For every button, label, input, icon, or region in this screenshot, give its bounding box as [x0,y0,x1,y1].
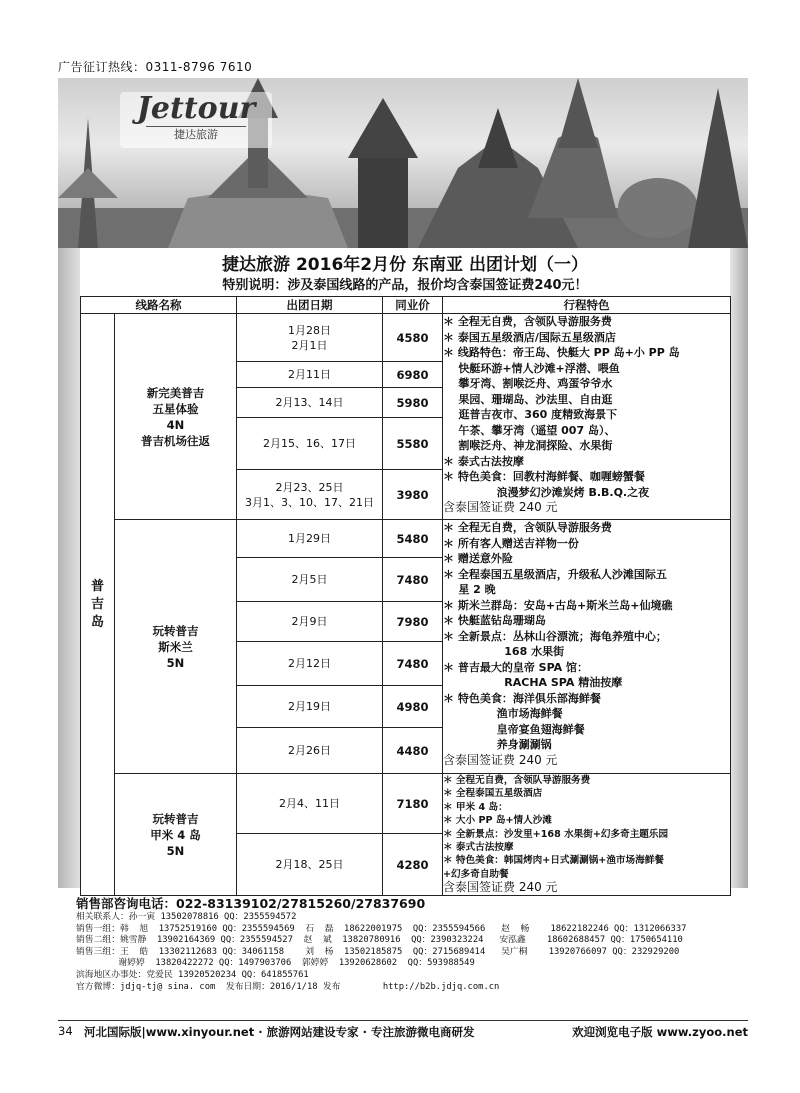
visa-fee-note: 含泰国签证费 240 元 [443,500,558,514]
route-name-line: 4N [166,417,185,432]
route-name-line: 玩转普吉 [152,811,199,826]
feature-line: 星 2 晚 [443,583,496,596]
feature-line: ＊ 全程无自费，含领队导游服务费 [443,521,612,534]
route-name-line: 5N [166,655,185,670]
header-banner [58,78,748,248]
departure-dates [237,470,383,520]
feature-line: 168 水果街 [443,645,565,658]
island-char: 普 [90,578,104,594]
feature-line: ＊ 线路特色：帝王岛、快艇大 PP 岛+小 PP 岛 [443,346,680,359]
date-line: 2月1日 [291,338,328,352]
island-cell [81,314,115,896]
features-cell [443,314,731,520]
sales-group-row: 销售三组：王 皓 13302112683 QQ：34061158 刘 杨 13502185875 QQ：2715689414 吴广桐 13920766097 QQ：232929200 [76,946,680,957]
island-char: 吉 [90,596,104,612]
col-price: 同业价 [383,297,443,314]
special-notice: 特别说明：涉及泰国线路的产品，报价均含泰国签证费240元！ [222,278,588,293]
route-name-cell [115,520,237,774]
feature-line: ＊ 全程无自费，含领队导游服务费 [443,775,591,786]
col-route-name: 线路名称 [81,297,237,314]
island-char: 岛 [90,614,104,630]
weibo-and-publish-date: 官方微博：jdjq-tj@ sina. com 发布日期：2016/1/18 发布 http://b2b.jdjq.com.cn [76,981,500,992]
table-row [81,314,731,362]
departure-dates: 2月9日 [237,602,383,642]
departure-dates: 2月5日 [237,558,383,602]
contact-person: 相关联系人：孙一寅 13502078816 QQ：2355594572 [76,912,297,922]
price-cell: 4280 [383,834,443,896]
feature-line: ＊ 泰国五星级酒店/国际五星级酒店 [443,330,616,344]
route-name-line: 普吉机场往返 [141,433,210,448]
departure-dates: 2月26日 [237,728,383,774]
price-cell: 7180 [383,774,443,834]
footer-site-info: 河北国际版|www.xinyour.net · 旅游网站建设专家 · 专注旅游微电商研发 [84,1025,475,1039]
feature-line: ＊ 特色美食：回教村海鲜餐、咖喱螃蟹餐 [443,470,645,483]
feature-line: 攀牙湾、割喉泛舟、鸡蛋爷爷水 [443,377,613,390]
table-row [81,774,731,834]
tour-plan-panel [80,248,730,895]
departure-dates: 2月11日 [237,362,383,388]
decorative-strip-right [730,248,748,888]
logo-brand: Jettour [136,91,256,126]
features-cell [443,774,731,896]
table-header-row [81,297,731,314]
feature-line: ＊ 全程泰国五星级酒店，升级私人沙滩国际五 [443,567,667,581]
feature-line: ＊ 特色美食：韩国烤肉+日式涮涮锅+渔市场海鲜餐 [443,855,664,867]
feature-line: 午茶、攀牙湾（遥望 007 岛）、 [443,423,616,437]
feature-line: ＊ 泰式古法按摩 [443,842,514,854]
price-cell: 3980 [383,470,443,520]
feature-line: ＊ 全程泰国五星级酒店 [443,788,543,800]
route-name-line: 玩转普吉 [152,623,199,638]
route-name-line: 斯米兰 [158,639,193,654]
price-cell: 7980 [383,602,443,642]
logo-subtitle: 捷达旅游 [146,126,246,143]
feature-line: ＊ 快艇蓝钻岛珊瑚岛 [443,614,546,627]
route-name-line: 甲米 4 岛 [150,827,201,842]
date-line: 2月23、25日 [275,480,344,494]
route-name-line: 五星体验 [152,401,199,416]
feature-line: 果园、珊瑚岛、沙法里、自由逛 [443,392,613,406]
route-name-line: 新完美普吉 [146,385,205,400]
feature-line: 渔市场海鲜餐 [443,707,563,720]
route-name-cell [115,774,237,896]
departure-dates: 2月19日 [237,686,383,728]
feature-line: 皇帝宴鱼翅海鲜餐 [443,722,585,736]
feature-line: ＊ 特色美食：海洋俱乐部海鲜餐 [443,691,601,705]
visa-fee-note: 含泰国签证费 240 元 [443,752,558,767]
sales-group-row: 销售二组：姚雪静 13902164369 QQ：2355594527 赵 斌 13820780916 QQ：2390323224 安泓鑫 18602688457 QQ：1750654110 [76,935,683,946]
feature-line: 割喉泛舟、神龙洞探险、水果街 [443,439,613,452]
price-cell: 4580 [383,314,443,362]
col-features: 行程特色 [443,297,731,314]
feature-line: ＊ 赠送意外险 [443,552,513,565]
departure-dates: 2月4、11日 [237,774,383,834]
page-number: 34 [58,1024,73,1038]
feature-line: ＊ 所有客人赠送吉祥物一份 [443,536,579,550]
route-name-cell [115,314,237,520]
feature-line: ＊ 全程无自费，含领队导游服务费 [443,315,612,328]
price-cell: 7480 [383,558,443,602]
price-cell: 7480 [383,642,443,686]
feature-line: ＊ 甲米 4 岛： [443,801,508,813]
price-cell: 4980 [383,686,443,728]
feature-line: ＊ 大小 PP 岛+情人沙滩 [443,815,552,827]
footer-e-edition: 欢迎浏览电子版 www.zyoo.net [572,1025,748,1039]
price-cell: 5480 [383,520,443,558]
price-cell: 5980 [383,388,443,418]
feature-line: ＊ 全新景点：丛林山谷漂流；海龟养殖中心； [443,629,667,643]
feature-line: ＊ 普吉最大的皇帝 SPA 馆： [443,660,588,674]
feature-line: ＊ 斯米兰群岛：安岛+古岛+斯米兰岛+仙境礁 [443,598,673,612]
ad-hotline: 广告征订热线：0311-8796 7610 [58,60,253,74]
departure-dates: 2月18、25日 [237,834,383,896]
price-cell: 4480 [383,728,443,774]
feature-line: RACHA SPA 精油按摩 [443,676,623,689]
decorative-strip-left [58,248,80,888]
feature-line: 养身涮涮锅 [443,738,552,751]
departure-dates: 2月12日 [237,642,383,686]
departure-dates [237,314,383,362]
col-departure-date: 出团日期 [237,297,383,314]
sales-phone: 销售部咨询电话：022-83139102/27815260/27837690 [76,896,426,911]
price-cell: 6980 [383,362,443,388]
sales-group-row: 谢婷婷 13820422272 QQ：1497903706 郭婷婷 13920628602 QQ：593988549 [76,958,475,969]
feature-line: +幻多奇自助餐 [443,868,509,880]
departure-dates: 2月13、14日 [237,388,383,418]
page-title: 捷达旅游 2016年2月份 东南亚 出团计划（一） [222,255,588,275]
footer-divider [58,1020,748,1021]
visa-fee-note: 含泰国签证费 240 元 [443,880,558,895]
table-row [81,520,731,558]
date-line: 1月28日 [288,323,331,337]
feature-line: 快艇环游+情人沙滩+浮潜、喂鱼 [443,361,620,375]
binhai-office: 滨海地区办事处：党爱民 13920520234 QQ：641855761 [76,969,309,980]
date-line: 3月1、3、10、17、21日 [245,495,374,509]
features-cell [443,520,731,774]
price-cell: 5580 [383,418,443,470]
feature-line: ＊ 泰式古法按摩 [443,454,524,468]
departure-dates: 1月29日 [237,520,383,558]
tour-table [80,296,731,896]
jettour-logo [120,92,272,148]
departure-dates: 2月15、16、17日 [237,418,383,470]
sales-contact-block [76,896,746,993]
feature-line: ＊ 全新景点：沙发里+168 水果街+幻多奇主题乐园 [443,828,669,840]
route-name-line: 5N [166,843,185,858]
feature-line: 逛普吉夜市、360 度精致海景下 [443,408,618,421]
feature-line: 浪漫梦幻沙滩炭烤 B.B.Q.之夜 [443,485,650,499]
sales-group-row: 销售一组：韩 旭 13752519160 QQ：2355594569 石 磊 18622001975 QQ：2355594566 赵 畅 18622182246 QQ：1312066337 [76,923,687,934]
